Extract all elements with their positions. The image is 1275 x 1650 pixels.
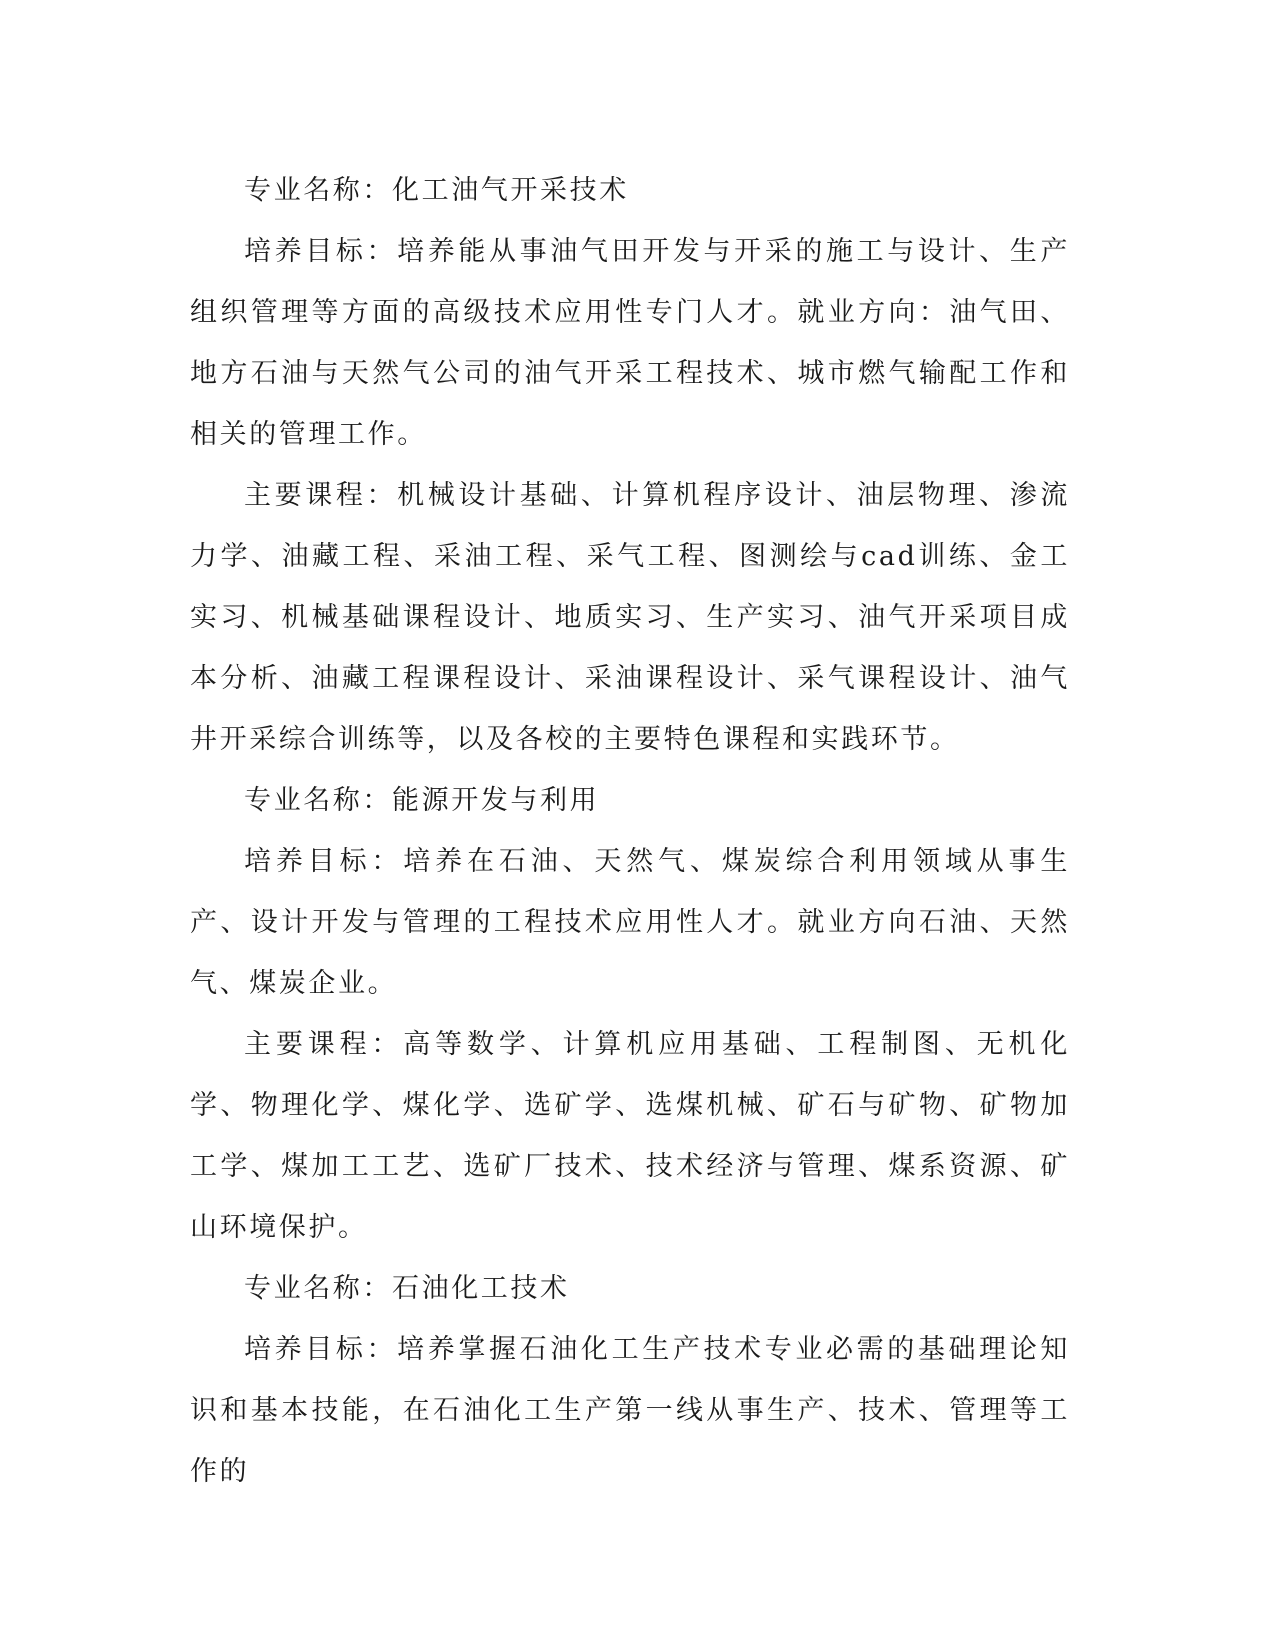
document-body — [190, 160, 1070, 1502]
paragraph-major-name-2: 专业名称：能源开发与利用 — [244, 785, 600, 816]
paragraph-training-goal-1: 培养目标：培养能从事油气田开发与开采的施工与设计、生产组织管理等方面的高级技术应用性专门人才。就业方向：油气田、地方石油与天然气公司的油气开采工程技术、城市燃气输配工作和相关的管理工作。 — [190, 236, 1070, 450]
paragraph-main-courses-2: 主要课程：高等数学、计算机应用基础、工程制图、无机化学、物理化学、煤化学、选矿学、选煤机械、矿石与矿物、矿物加工学、煤加工工艺、选矿厂技术、技术经济与管理、煤系资源、矿山环境保护。 — [190, 1029, 1070, 1243]
paragraph-major-name-3: 专业名称：石油化工技术 — [244, 1273, 570, 1304]
paragraph-training-goal-3: 培养目标：培养掌握石油化工生产技术专业必需的基础理论知识和基本技能，在石油化工生产第一线从事生产、技术、管理等工作的 — [190, 1334, 1070, 1487]
paragraph-main-courses-1: 主要课程：机械设计基础、计算机程序设计、油层物理、渗流力学、油藏工程、采油工程、采气工程、图测绘与cad训练、金工实习、机械基础课程设计、地质实习、生产实习、油气开采项目成本分析、油藏工程课程设计、采油课程设计、采气课程设计、油气井开采综合训练等，以及各校的主要特色课程和实践环节。 — [190, 480, 1070, 755]
paragraph-training-goal-2: 培养目标：培养在石油、天然气、煤炭综合利用领域从事生产、设计开发与管理的工程技术应用性人才。就业方向石油、天然气、煤炭企业。 — [190, 846, 1070, 999]
paragraph-major-name-1: 专业名称：化工油气开采技术 — [244, 175, 629, 206]
